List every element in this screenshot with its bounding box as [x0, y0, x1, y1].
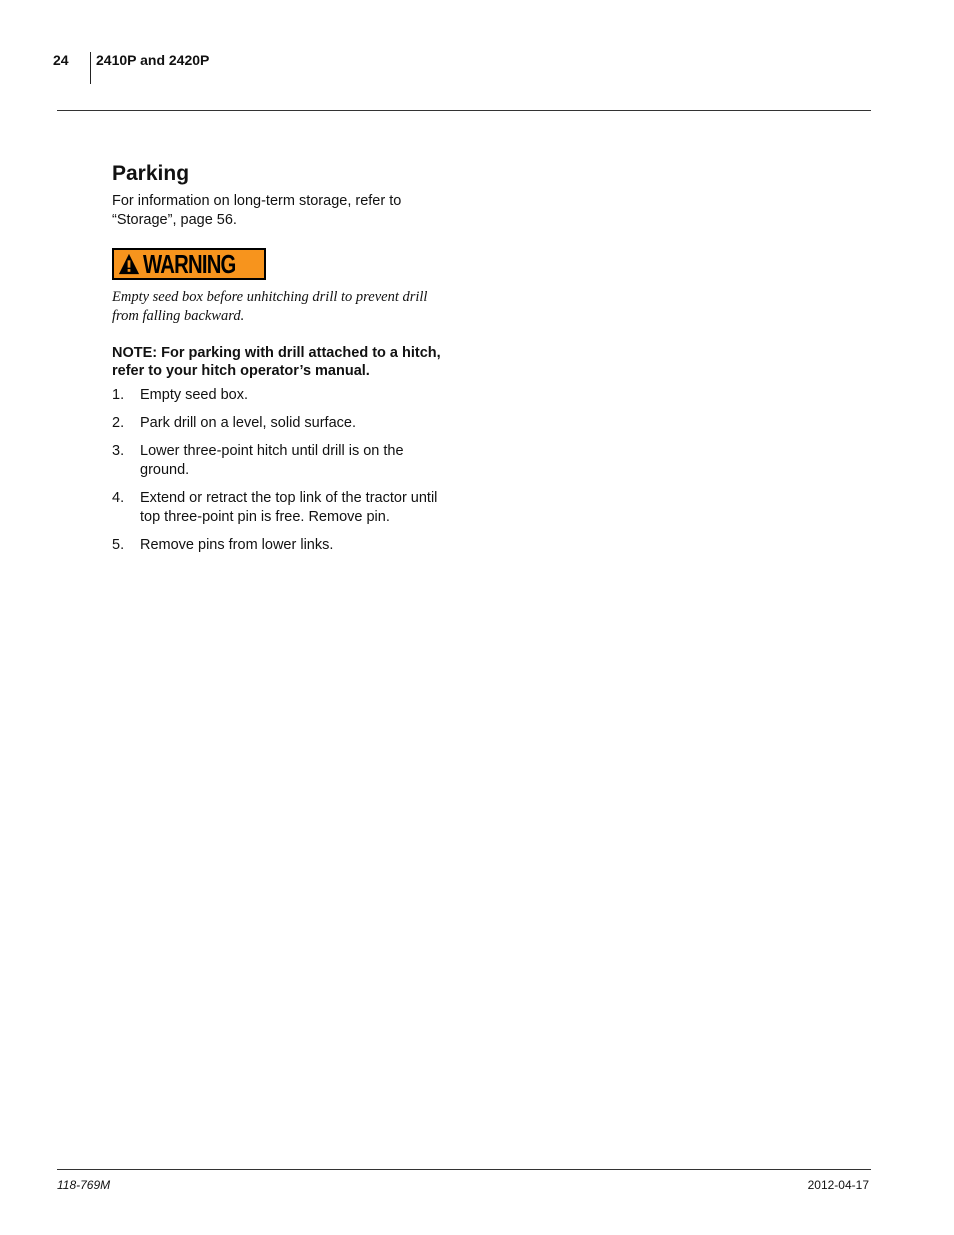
header-rule: [57, 110, 871, 111]
list-item: [112, 414, 452, 433]
step-text: Lower three-point hitch until drill is on the ground.: [140, 443, 404, 478]
step-text: Extend or retract the top link of the tractor until top three-point pin is free. Remove pin.: [140, 490, 438, 525]
step-text: Remove pins from lower links.: [140, 537, 334, 553]
step-number: 4.: [112, 490, 125, 506]
list-item: [112, 386, 452, 405]
warning-label: [112, 248, 266, 280]
warning-triangle-icon: [118, 253, 140, 275]
warning-text: WARNING: [143, 249, 236, 279]
document-title: 2410P and 2420P: [96, 52, 210, 68]
list-item: [112, 442, 452, 480]
section-title: Parking: [112, 162, 190, 185]
note-text: NOTE: For parking with drill attached to a hitch, refer to your hitch operator’s manual.: [112, 345, 441, 379]
parking-section: [112, 160, 452, 564]
list-item: [112, 536, 452, 555]
step-number: 5.: [112, 537, 125, 553]
page-number: 24: [53, 52, 69, 68]
intro-text: For information on long-term storage, refer to “Storage”, page 56.: [112, 193, 402, 228]
list-item: [112, 489, 452, 527]
document-date: 2012-04-17: [807, 1178, 869, 1192]
header-divider: [90, 52, 91, 84]
steps-list: [112, 386, 452, 555]
footer-rule: [57, 1169, 871, 1170]
step-number: 2.: [112, 415, 125, 431]
document-number: 118-769M: [57, 1178, 111, 1192]
step-text: Park drill on a level, solid surface.: [140, 415, 356, 431]
warning-message: Empty seed box before unhitching drill to prevent drill from falling backward.: [112, 289, 428, 324]
step-number: 1.: [112, 387, 125, 403]
step-text: Empty seed box.: [140, 387, 248, 403]
step-number: 3.: [112, 443, 125, 459]
